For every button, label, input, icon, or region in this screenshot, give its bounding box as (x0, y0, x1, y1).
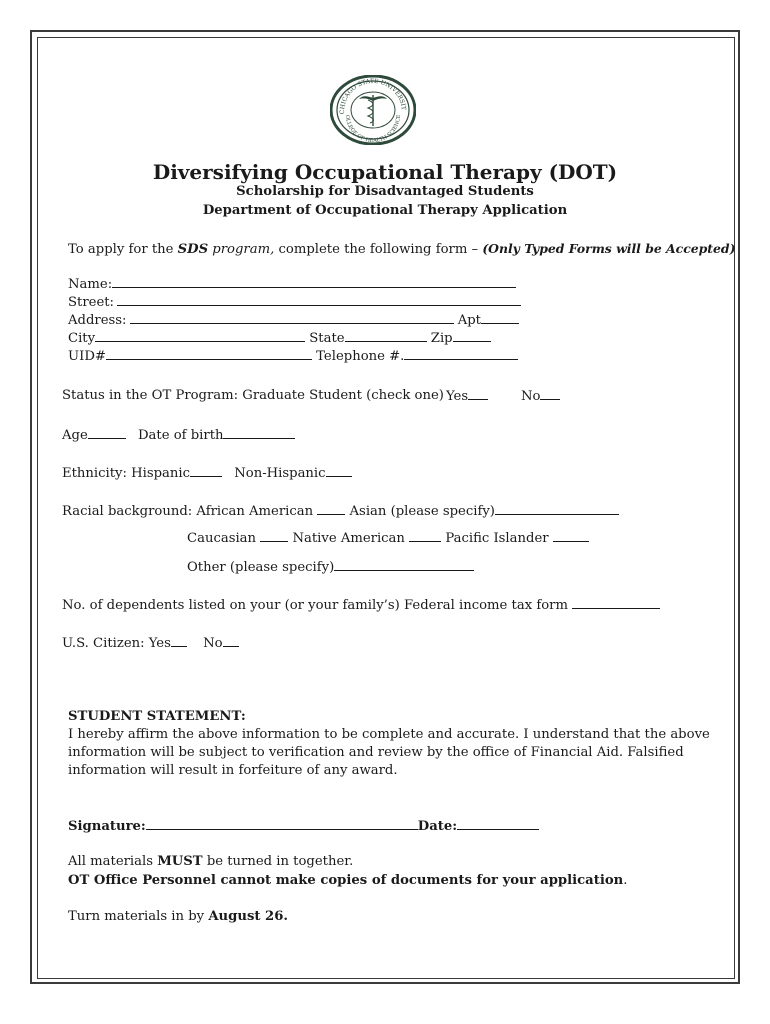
address-label: Address: (68, 313, 127, 328)
personnel-note-text: OT Office Personnel cannot make copies of documents for your application (68, 873, 624, 888)
ethnicity-field[interactable] (62, 464, 352, 483)
date-label: Date: (417, 819, 458, 834)
materials-note-must: MUST (157, 854, 203, 869)
dob-label: Date of birth (137, 428, 224, 443)
instructions-sds: SDS (177, 242, 209, 257)
status-yes-option[interactable] (446, 387, 488, 406)
signature-field[interactable] (68, 817, 539, 836)
form-subtitle-scholarship: Scholarship for Disadvantaged Students (236, 184, 534, 199)
street-field[interactable] (68, 293, 521, 312)
asian-blank[interactable] (495, 502, 619, 515)
personnel-note (68, 872, 627, 890)
address-blank[interactable] (130, 311, 454, 324)
zip-label: Zip (430, 331, 453, 346)
status-yes-blank[interactable] (468, 387, 488, 400)
caucasian-label: Caucasian (187, 531, 257, 546)
hispanic-blank[interactable] (190, 464, 222, 477)
address-field[interactable] (68, 311, 519, 330)
racial-background-row-2[interactable] (187, 529, 589, 548)
status-label: Status in the OT Program: Graduate Student (check one) (62, 388, 444, 403)
citizen-field[interactable] (62, 634, 239, 653)
citizen-yes-label: U.S. Citizen: Yes (62, 636, 171, 651)
apt-label: Apt (457, 313, 481, 328)
dependents-field[interactable] (62, 596, 660, 615)
street-blank[interactable] (117, 293, 521, 306)
date-blank[interactable] (457, 817, 539, 830)
instructions-text-2: complete the following form – (274, 242, 483, 257)
african-american-blank[interactable] (317, 502, 345, 515)
materials-note (68, 853, 353, 871)
status-no-option[interactable] (521, 387, 560, 406)
pacific-islander-blank[interactable] (553, 529, 589, 542)
instructions-line (68, 240, 735, 259)
deadline-date: August 26. (208, 909, 288, 924)
student-statement-heading: STUDENT STATEMENT: (68, 709, 246, 724)
uid-blank[interactable] (106, 347, 312, 360)
state-blank[interactable] (345, 329, 427, 342)
svg-text:COLLEGE OF HEALTH SCIENCES: OLLEGE OF HEALTH SCIENCE (343, 114, 403, 145)
racial-background-row-1[interactable] (62, 502, 619, 521)
age-label: Age (62, 428, 88, 443)
non-hispanic-label: Non-Hispanic (234, 466, 326, 481)
apt-blank[interactable] (481, 311, 519, 324)
svg-text:CHICAGO STATE UNIVERSITY: CHICAGO STATE UNIVERSIT (338, 77, 407, 115)
personnel-note-period: . (623, 873, 628, 888)
african-american-label: Racial background: African American (62, 504, 314, 519)
name-field[interactable] (68, 275, 516, 294)
telephone-blank[interactable] (404, 347, 518, 360)
uid-label: UID# (68, 349, 106, 364)
citizen-no-blank[interactable] (223, 634, 239, 647)
citizen-no-label: No (203, 636, 223, 651)
instructions-program: program, (208, 242, 275, 257)
dob-blank[interactable] (223, 426, 295, 439)
form-title: Diversifying Occupational Therapy (DOT) (152, 160, 618, 184)
other-label: Other (please specify) (187, 560, 335, 575)
age-dob-field[interactable] (62, 426, 295, 445)
state-label: State (309, 331, 345, 346)
city-state-zip-field[interactable] (68, 329, 491, 348)
form-subtitle-department: Department of Occupational Therapy Application (202, 203, 568, 218)
status-no-label: No (521, 389, 541, 404)
dependents-blank[interactable] (572, 596, 660, 609)
student-statement-line-1: I hereby affirm the above information to be complete and accurate. I understand that the above (68, 727, 710, 742)
student-statement-line-3: information will result in forfeiture of any award. (68, 763, 398, 778)
university-seal-logo (330, 75, 416, 145)
name-blank[interactable] (112, 275, 516, 288)
city-blank[interactable] (95, 329, 305, 342)
age-blank[interactable] (88, 426, 126, 439)
deadline-note (68, 908, 288, 926)
dependents-label: No. of dependents listed on your (or your family’s) Federal income tax form (62, 598, 568, 613)
racial-background-row-3[interactable] (187, 558, 474, 577)
signature-blank[interactable] (146, 817, 418, 830)
uid-telephone-field[interactable] (68, 347, 518, 366)
name-label: Name: (68, 277, 113, 292)
typed-forms-note: (Only Typed Forms will be Accepted) (482, 241, 736, 256)
citizen-yes-blank[interactable] (171, 634, 187, 647)
student-statement-line-2: information will be subject to verification and review by the office of Financial Aid. Falsified (68, 745, 684, 760)
native-american-label: Native American (292, 531, 405, 546)
materials-note-text-1: All materials (68, 854, 158, 869)
asian-label: Asian (please specify) (349, 504, 495, 519)
instructions-text-1: To apply for the (68, 242, 178, 257)
other-blank[interactable] (334, 558, 474, 571)
materials-note-text-2: be turned in together. (202, 854, 354, 869)
hispanic-label: Ethnicity: Hispanic (62, 466, 191, 481)
status-no-blank[interactable] (540, 387, 560, 400)
telephone-label: Telephone #. (316, 349, 405, 364)
status-yes-label: Yes (446, 389, 469, 404)
caucasian-blank[interactable] (260, 529, 288, 542)
pacific-islander-label: Pacific Islander (445, 531, 549, 546)
signature-label: Signature: (68, 819, 146, 834)
street-label: Street: (68, 295, 114, 310)
deadline-note-text: Turn materials in by (68, 909, 209, 924)
city-label: City (68, 331, 96, 346)
zip-blank[interactable] (453, 329, 491, 342)
non-hispanic-blank[interactable] (326, 464, 352, 477)
native-american-blank[interactable] (409, 529, 441, 542)
